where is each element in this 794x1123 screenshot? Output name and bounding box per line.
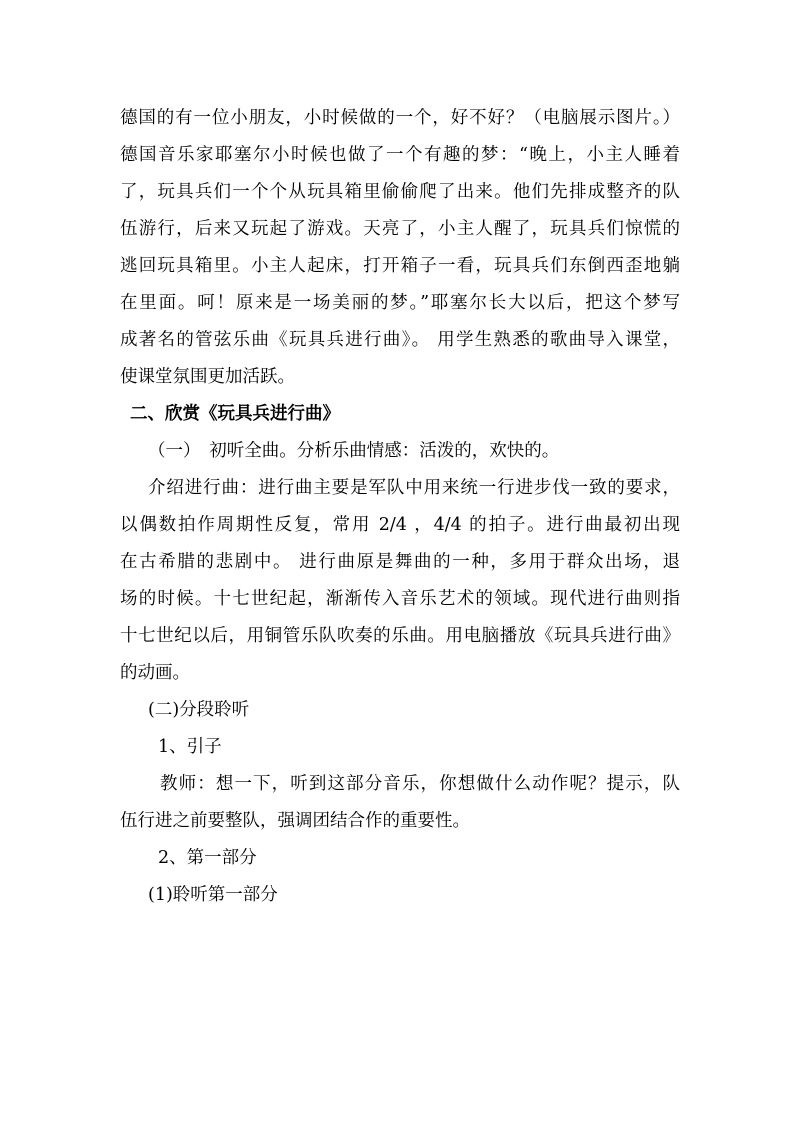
paragraph-line: 介绍进行曲：进行曲主要是军队中用来统一行进步伐一致的要求， [148, 478, 680, 498]
subsection-line: (1)聆听第一部分 [148, 885, 278, 905]
subsection-line: （一） 初听全曲。分析乐曲情感：活泼的，欢快的。 [148, 441, 560, 461]
subsection-line: 2、第一部分 [158, 848, 257, 868]
section-heading: 二、欣赏《玩具兵进行曲》 [130, 404, 340, 424]
paragraph-line: 十七世纪以后，用铜管乐队吹奏的乐曲。用电脑播放《玩具兵进行曲》 [120, 626, 680, 646]
paragraph-line: 逃回玩具箱里。小主人起床，打开箱子一看，玩具兵们东倒西歪地躺 [120, 256, 680, 276]
paragraph-line: 伍游行，后来又玩起了游戏。天亮了，小主人醒了，玩具兵们惊慌的 [120, 219, 680, 239]
paragraph-line: 在里面。呵！原来是一场美丽的梦。”耶塞尔长大以后，把这个梦写 [120, 293, 680, 313]
paragraph-line: 德国音乐家耶塞尔小时候也做了一个有趣的梦：“晚上，小主人睡着 [120, 145, 680, 165]
paragraph-line: 德国的有一位小朋友，小时候做的一个，好不好？（电脑展示图片。） [120, 108, 680, 128]
subsection-line: 1、引子 [158, 737, 222, 757]
paragraph-line: 在古希腊的悲剧中。 进行曲原是舞曲的一种，多用于群众出场，退 [120, 552, 680, 572]
paragraph-line: 的动画。 [120, 663, 190, 683]
paragraph-line: 教师：想一下，听到这部分音乐，你想做什么动作呢？提示，队 [160, 774, 680, 794]
paragraph-line: 成著名的管弦乐曲《玩具兵进行曲》。 用学生熟悉的歌曲导入课堂， [120, 330, 680, 350]
paragraph-line: 了，玩具兵们一个个从玩具箱里偷偷爬了出来。他们先排成整齐的队 [120, 182, 680, 202]
subsection-line: (二)分段聆听 [148, 700, 250, 720]
paragraph-line: 使课堂氛围更加活跃。 [120, 367, 295, 387]
paragraph-line: 场的时候。十七世纪起，渐渐传入音乐艺术的领域。现代进行曲则指 [120, 589, 680, 609]
paragraph-line: 以偶数拍作周期性反复，常用 2/4 ，4/4 的拍子。进行曲最初出现 [120, 515, 680, 535]
paragraph-line: 伍行进之前要整队，强调团结合作的重要性。 [120, 811, 470, 831]
